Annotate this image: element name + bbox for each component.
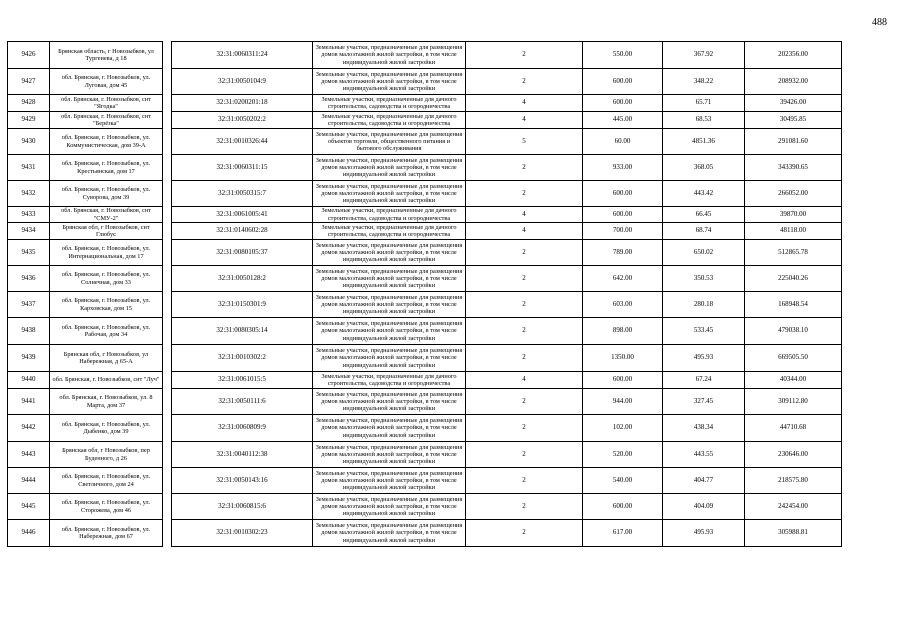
specific-value-cell: 404.77 [663,468,745,494]
cadastral-number-cell: 32:31:0050128:2 [172,266,313,292]
category-cell: 2 [466,442,583,468]
category-cell: 2 [466,155,583,181]
row-number: 9431 [8,155,50,181]
specific-value-cell: 495.93 [663,520,745,547]
cadastral-value-cell: 343390.65 [745,155,842,181]
cadastral-value-cell: 479038.10 [745,318,842,345]
spacer-cell [163,345,172,372]
cadastral-value-cell: 230646.00 [745,442,842,468]
specific-value-cell: 650.02 [663,240,745,266]
cadastral-number-cell: 32:31:0060815:6 [172,494,313,520]
row-number: 9440 [8,372,50,389]
category-cell: 2 [466,181,583,207]
cadastral-number-cell: 32:31:0200201:18 [172,95,313,112]
address-cell: обл. Брянская, г. Новозыбков, ул. Карховская, дом 15 [50,292,163,318]
category-cell: 2 [466,494,583,520]
specific-value-cell: 67.24 [663,372,745,389]
spacer-cell [163,266,172,292]
cadastral-value-cell: 168948.54 [745,292,842,318]
area-cell: 617.00 [583,520,663,547]
spacer-cell [163,181,172,207]
land-use-cell: Земельные участки, предназначенные для размещения домов малоэтажной жилой застройки, в том числе индивидуальной жилой застройки [313,389,466,415]
specific-value-cell: 533.45 [663,318,745,345]
spacer-cell [163,520,172,547]
cadastral-value-cell: 309112.80 [745,389,842,415]
address-cell: обл. Брянская, г. Новозыбков, снт "Луч" [50,372,163,389]
row-number: 9430 [8,129,50,155]
area-cell: 520.00 [583,442,663,468]
address-cell: обл. Брянская, г. Новозыбков, ул. Светличного, дом 24 [50,468,163,494]
cadastral-value-cell: 40344.00 [745,372,842,389]
area-cell: 102.00 [583,415,663,442]
specific-value-cell: 4851.36 [663,129,745,155]
table-row [8,129,842,155]
land-use-cell: Земельные участки, предназначенные для размещения домов малоэтажной жилой застройки, в том числе индивидуальной жилой застройки [313,69,466,95]
row-number: 9439 [8,345,50,372]
specific-value-cell: 495.93 [663,345,745,372]
land-use-cell: Земельные участки, предназначенные для дачного строительства, садоводства и огородничества [313,372,466,389]
table-row [8,318,842,345]
cadastral-number-cell: 32:31:0061015:5 [172,372,313,389]
cadastral-value-cell: 266052.00 [745,181,842,207]
table-row [8,468,842,494]
page-number: 488 [872,17,887,28]
land-use-cell: Земельные участки, предназначенные для дачного строительства, садоводства и огородничества [313,112,466,129]
land-use-cell: Земельные участки, предназначенные для размещения домов малоэтажной жилой застройки, в том числе индивидуальной жилой застройки [313,42,466,69]
table-row [8,112,842,129]
area-cell: 933.00 [583,155,663,181]
specific-value-cell: 438.34 [663,415,745,442]
cadastral-number-cell: 32:31:0050202:2 [172,112,313,129]
area-cell: 944.00 [583,389,663,415]
table-row [8,415,842,442]
address-cell: обл. Брянская, г. Новозыбков, ул. Дыбенко, дом 39 [50,415,163,442]
cadastral-value-cell: 39426.00 [745,95,842,112]
cadastral-value-cell: 208932.00 [745,69,842,95]
address-cell: Брянская обл, г Новозыбков, пер Буденного, д 26 [50,442,163,468]
category-cell: 2 [466,318,583,345]
table-row [8,240,842,266]
specific-value-cell: 280.18 [663,292,745,318]
address-cell: обл. Брянская, г. Новозыбков, ул. Сторожева, дом 46 [50,494,163,520]
land-use-cell: Земельные участки, предназначенные для размещения домов малоэтажной жилой застройки, в том числе индивидуальной жилой застройки [313,468,466,494]
table-row [8,155,842,181]
row-number: 9427 [8,69,50,95]
land-use-cell: Земельные участки, предназначенные для дачного строительства, садоводства и огородничества [313,223,466,240]
category-cell: 5 [466,129,583,155]
cadastral-number-cell: 32:31:0050143:16 [172,468,313,494]
category-cell: 4 [466,95,583,112]
table-row [8,42,842,69]
category-cell: 2 [466,345,583,372]
land-use-cell: Земельные участки, предназначенные для размещения домов малоэтажной жилой застройки, в том числе индивидуальной жилой застройки [313,345,466,372]
address-cell: обл. Брянская, г. Новозыбков, ул. Луговая, дом 45 [50,69,163,95]
spacer-cell [163,42,172,69]
cadastral-number-cell: 32:31:0060311:15 [172,155,313,181]
cadastral-number-cell: 32:31:0140602:28 [172,223,313,240]
table-row [8,181,842,207]
area-cell: 60.00 [583,129,663,155]
address-cell: обл. Брянская, г. Новозыбков, ул. 8 Марта, дом 37 [50,389,163,415]
table-row [8,372,842,389]
spacer-cell [163,494,172,520]
spacer-cell [163,240,172,266]
row-number: 9432 [8,181,50,207]
cadastral-number-cell: 32:31:0010302:23 [172,520,313,547]
cadastral-number-cell: 32:31:0080105:37 [172,240,313,266]
row-number: 9445 [8,494,50,520]
category-cell: 2 [466,292,583,318]
land-use-cell: Земельные участки, предназначенные для дачного строительства, садоводства и огородничества [313,207,466,223]
cadastral-value-cell: 242454.00 [745,494,842,520]
spacer-cell [163,292,172,318]
table-row [8,207,842,223]
row-number: 9429 [8,112,50,129]
specific-value-cell: 443.55 [663,442,745,468]
address-cell: обл. Брянская, г. Новозыбков, ул. Коммунистическая, дом 39-А [50,129,163,155]
land-use-cell: Земельные участки, предназначенные для размещения домов малоэтажной жилой застройки, в том числе индивидуальной жилой застройки [313,415,466,442]
spacer-cell [163,69,172,95]
cadastral-number-cell: 32:31:0040112:38 [172,442,313,468]
land-use-cell: Земельные участки, предназначенные для размещения домов малоэтажной жилой застройки, в том числе индивидуальной жилой застройки [313,318,466,345]
area-cell: 600.00 [583,207,663,223]
row-number: 9446 [8,520,50,547]
address-cell: обл. Брянская, г. Новозыбков, ул. Интернациональная, дом 17 [50,240,163,266]
category-cell: 4 [466,112,583,129]
table-row [8,389,842,415]
specific-value-cell: 327.45 [663,389,745,415]
category-cell: 2 [466,415,583,442]
specific-value-cell: 367.92 [663,42,745,69]
row-number: 9444 [8,468,50,494]
category-cell: 2 [466,240,583,266]
cadastral-value-cell: 669505.50 [745,345,842,372]
category-cell: 2 [466,520,583,547]
specific-value-cell: 65.71 [663,95,745,112]
spacer-cell [163,442,172,468]
specific-value-cell: 368.05 [663,155,745,181]
table-row [8,345,842,372]
land-use-cell: Земельные участки, предназначенные для размещения домов малоэтажной жилой застройки, в том числе индивидуальной жилой застройки [313,292,466,318]
cadastral-number-cell: 32:31:0050111:6 [172,389,313,415]
cadastral-value-cell: 305988.81 [745,520,842,547]
specific-value-cell: 348.22 [663,69,745,95]
area-cell: 898.00 [583,318,663,345]
area-cell: 550.00 [583,42,663,69]
spacer-cell [163,389,172,415]
row-number: 9437 [8,292,50,318]
address-cell: обл. Брянская, г. Новозыбков, ул. Набережная, дом 67 [50,520,163,547]
row-number: 9436 [8,266,50,292]
category-cell: 4 [466,372,583,389]
row-number: 9441 [8,389,50,415]
spacer-cell [163,95,172,112]
table-row [8,69,842,95]
table-row [8,223,842,240]
cadastral-value-cell: 48118.00 [745,223,842,240]
spacer-cell [163,468,172,494]
land-use-cell: Земельные участки, предназначенные для размещения домов малоэтажной жилой застройки, в том числе индивидуальной жилой застройки [313,155,466,181]
row-number: 9426 [8,42,50,69]
area-cell: 600.00 [583,372,663,389]
spacer-cell [163,112,172,129]
area-cell: 700.00 [583,223,663,240]
land-use-cell: Земельные участки, предназначенные для размещения домов малоэтажной жилой застройки, в том числе индивидуальной жилой застройки [313,266,466,292]
area-cell: 600.00 [583,181,663,207]
specific-value-cell: 68.74 [663,223,745,240]
land-use-cell: Земельные участки, предназначенные для дачного строительства, садоводства и огородничества [313,95,466,112]
spacer-cell [163,223,172,240]
category-cell: 2 [466,42,583,69]
land-use-cell: Земельные участки, предназначенные для размещения домов малоэтажной жилой застройки, в том числе индивидуальной жилой застройки [313,520,466,547]
land-use-cell: Земельные участки, предназначенные для размещения домов малоэтажной жилой застройки, в том числе индивидуальной жилой застройки [313,181,466,207]
row-number: 9434 [8,223,50,240]
category-cell: 2 [466,69,583,95]
specific-value-cell: 68.53 [663,112,745,129]
area-cell: 789.00 [583,240,663,266]
cadastral-value-cell: 218575.80 [745,468,842,494]
category-cell: 4 [466,223,583,240]
address-cell: обл. Брянская, г. Новозыбков, снт "Берёзка" [50,112,163,129]
address-cell: обл. Брянская, г. Новозыбков, ул. Крестьянская, дом 17 [50,155,163,181]
category-cell: 2 [466,389,583,415]
cadastral-value-cell: 291081.60 [745,129,842,155]
specific-value-cell: 66.45 [663,207,745,223]
cadastral-number-cell: 32:31:0050315:7 [172,181,313,207]
cadastral-number-cell: 32:31:0150301:9 [172,292,313,318]
spacer-cell [163,155,172,181]
address-cell: обл. Брянская, г. Новозыбков, ул. Суворова, дом 39 [50,181,163,207]
area-cell: 600.00 [583,95,663,112]
specific-value-cell: 350.53 [663,266,745,292]
cadastral-number-cell: 32:31:0061005:41 [172,207,313,223]
row-number: 9438 [8,318,50,345]
cadastral-value-cell: 512865.78 [745,240,842,266]
table-row [8,292,842,318]
spacer-cell [163,207,172,223]
cadastral-value-cell: 44710.68 [745,415,842,442]
address-cell: обл. Брянская, г. Новозыбков, ул. Солнечная, дом 33 [50,266,163,292]
address-cell: Брянская обл, г Новозыбков, ул Набережная, д 65-А [50,345,163,372]
cadastral-number-cell: 32:31:0060311:24 [172,42,313,69]
address-cell: обл. Брянская, г. Новозыбков, снт "Ягодка" [50,95,163,112]
specific-value-cell: 443.42 [663,181,745,207]
cadastral-number-cell: 32:31:0010326:44 [172,129,313,155]
table-row [8,520,842,547]
table-row [8,442,842,468]
cadastral-value-cell: 202356.00 [745,42,842,69]
address-cell: Брянская обл, г Новозыбков, снт Глюбус [50,223,163,240]
spacer-cell [163,318,172,345]
cadastral-value-cell: 39870.00 [745,207,842,223]
specific-value-cell: 404.09 [663,494,745,520]
address-cell: обл. Брянская, г. Новозыбков, ул. Рабочая, дом 34 [50,318,163,345]
spacer-cell [163,415,172,442]
land-use-cell: Земельные участки, предназначенные для размещения домов малоэтажной жилой застройки, в том числе индивидуальной жилой застройки [313,442,466,468]
cadastral-value-cell: 30495.85 [745,112,842,129]
cadastral-value-cell: 225040.26 [745,266,842,292]
row-number: 9442 [8,415,50,442]
land-use-cell: Земельные участки, предназначенные для размещения объектов торговли, общественного питания и бытового обслуживания [313,129,466,155]
row-number: 9435 [8,240,50,266]
table-row [8,266,842,292]
area-cell: 445.00 [583,112,663,129]
address-cell: обл. Брянская, г. Новозыбков, снт "СМУ-2" [50,207,163,223]
table-row [8,95,842,112]
area-cell: 600.00 [583,494,663,520]
address-cell: Брянская область, г Новозыбков, ул Тургенева, д 18 [50,42,163,69]
land-use-cell: Земельные участки, предназначенные для размещения домов малоэтажной жилой застройки, в том числе индивидуальной жилой застройки [313,494,466,520]
row-number: 9428 [8,95,50,112]
category-cell: 4 [466,207,583,223]
area-cell: 603.00 [583,292,663,318]
row-number: 9443 [8,442,50,468]
table-row [8,494,842,520]
cadastral-value-table [7,41,842,547]
cadastral-number-cell: 32:31:0080305:14 [172,318,313,345]
area-cell: 540.00 [583,468,663,494]
land-use-cell: Земельные участки, предназначенные для размещения домов малоэтажной жилой застройки, в том числе индивидуальной жилой застройки [313,240,466,266]
spacer-cell [163,372,172,389]
spacer-cell [163,129,172,155]
area-cell: 642.00 [583,266,663,292]
cadastral-number-cell: 32:31:0050104:9 [172,69,313,95]
category-cell: 2 [466,468,583,494]
cadastral-number-cell: 32:31:0060809:9 [172,415,313,442]
cadastral-number-cell: 32:31:0010302:2 [172,345,313,372]
area-cell: 1350.00 [583,345,663,372]
row-number: 9433 [8,207,50,223]
area-cell: 600.00 [583,69,663,95]
category-cell: 2 [466,266,583,292]
